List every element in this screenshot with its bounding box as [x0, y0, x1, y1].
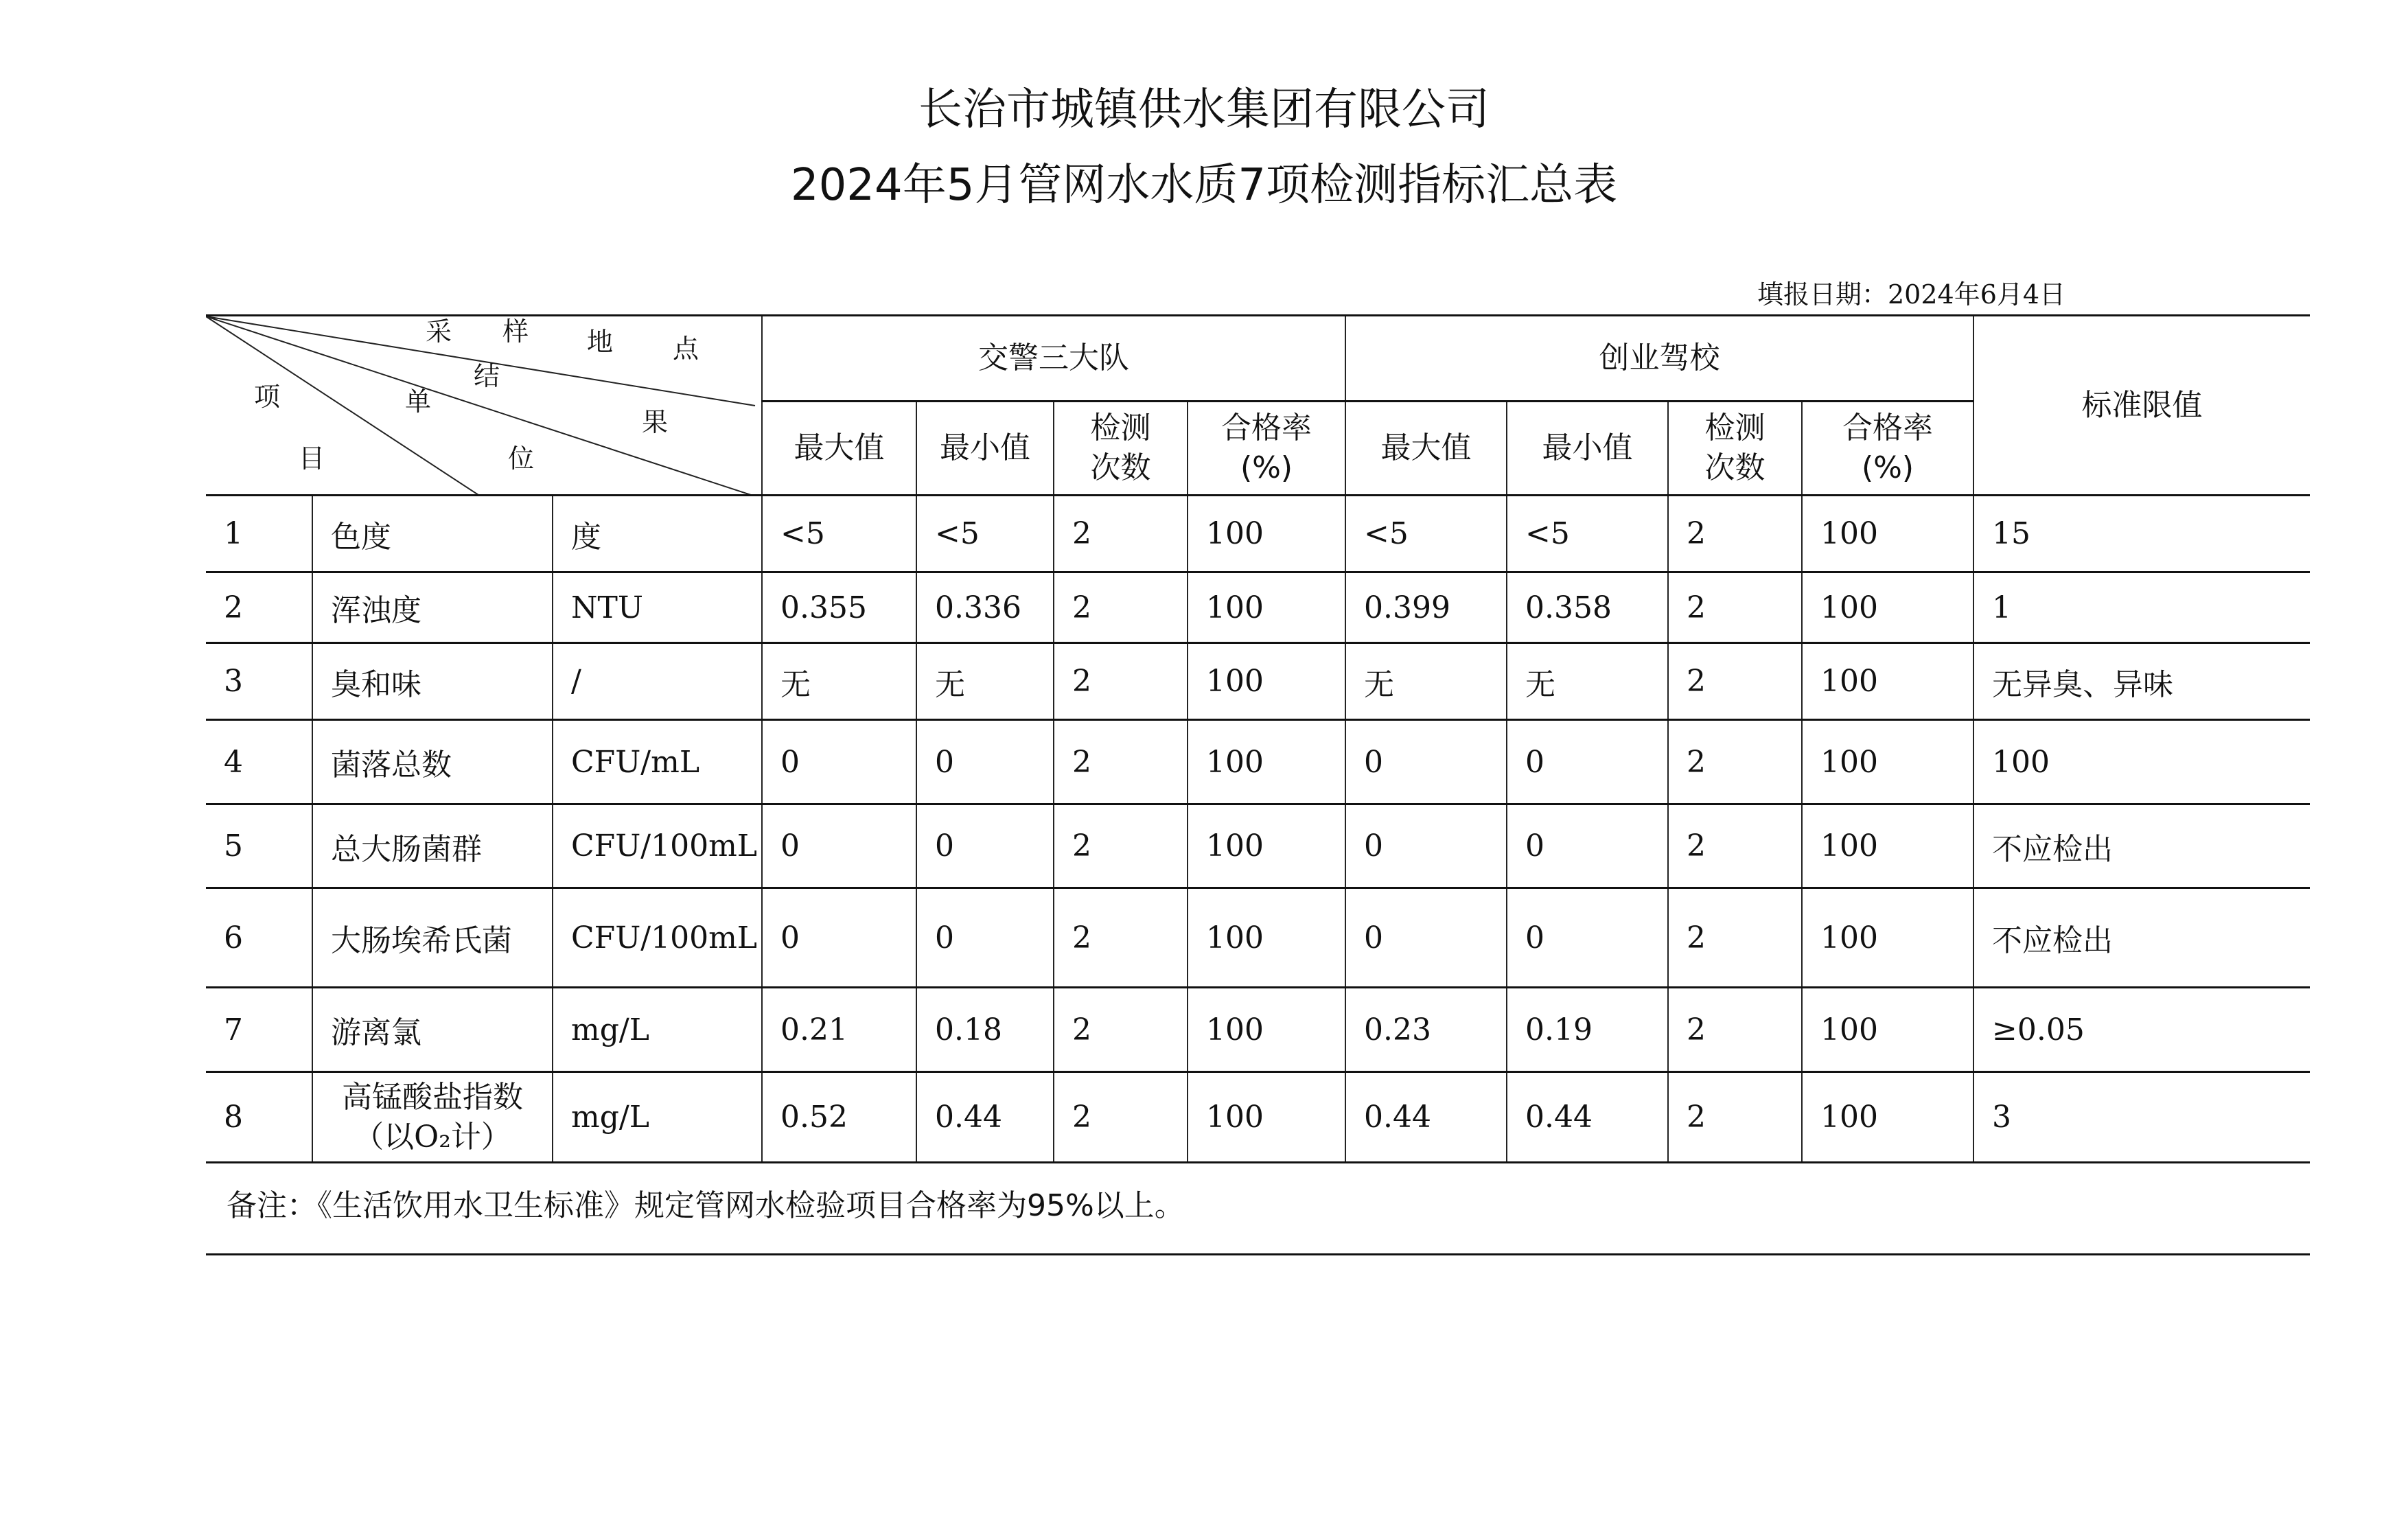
corner-label-jie: 结 [474, 361, 500, 391]
standard-limit-header: 标准限值 [1973, 316, 2310, 496]
col-header-count: 检测 次数 [1054, 402, 1188, 496]
site-a-pass-rate: 100 [1188, 804, 1345, 888]
site-b-count: 2 [1668, 572, 1802, 643]
item-name [312, 1072, 553, 1163]
site-a-min: 0 [916, 804, 1054, 888]
col-header-pass-rate: 合格率 (%) [1188, 402, 1345, 496]
site-a-min: 0.336 [916, 572, 1054, 643]
table-row [206, 643, 2310, 720]
standard-limit: 无异臭、异味 [1973, 643, 2310, 720]
standard-limit: 15 [1973, 496, 2310, 572]
site-a-pass-rate: 100 [1188, 643, 1345, 720]
report-title-line2: 2024年5月管网水水质7项检测指标汇总表 [790, 160, 1618, 211]
site-header-jiaojing: 交警三大队 [762, 316, 1345, 402]
unit: / [553, 643, 762, 720]
site-a-pass-rate: 100 [1188, 572, 1345, 643]
standard-limit: ≥0.05 [1973, 988, 2310, 1072]
table-row [206, 496, 2310, 572]
diagonal-header-cell [206, 316, 762, 496]
corner-label-cai: 采 [426, 316, 452, 347]
col-header-max: 最大值 [1345, 402, 1507, 496]
row-number: 3 [206, 643, 312, 720]
unit: mg/L [553, 1072, 762, 1163]
site-a-min: 无 [916, 643, 1054, 720]
standard-limit: 不应检出 [1973, 804, 2310, 888]
col-header-min: 最小值 [916, 402, 1054, 496]
unit: mg/L [553, 988, 762, 1072]
col-header-pass-rate: 合格率 (%) [1802, 402, 1973, 496]
site-a-max: 0.21 [762, 988, 916, 1072]
table-row [206, 888, 2310, 988]
table-row [206, 804, 2310, 888]
col-header-max: 最大值 [762, 402, 916, 496]
standard-limit: 不应检出 [1973, 888, 2310, 988]
site-b-min: 0.19 [1507, 988, 1668, 1072]
row-number: 1 [206, 496, 312, 572]
site-b-max: 无 [1345, 643, 1507, 720]
site-a-count: 2 [1054, 888, 1188, 988]
item-name: 色度 [312, 496, 553, 572]
corner-label-dan: 单 [405, 386, 432, 417]
site-a-max: 0 [762, 720, 916, 804]
site-a-max: 0.355 [762, 572, 916, 643]
col-header-min: 最小值 [1507, 402, 1668, 496]
site-a-pass-rate: 100 [1188, 720, 1345, 804]
site-b-pass-rate: 100 [1802, 804, 1973, 888]
table-row [206, 988, 2310, 1072]
site-a-count: 2 [1054, 720, 1188, 804]
site-b-min: 0 [1507, 804, 1668, 888]
corner-label-guo: 果 [642, 407, 669, 437]
site-b-count: 2 [1668, 643, 1802, 720]
site-b-pass-rate: 100 [1802, 643, 1973, 720]
corner-label-di: 地 [587, 327, 614, 357]
unit: 度 [553, 496, 762, 572]
standard-limit: 100 [1973, 720, 2310, 804]
site-a-count: 2 [1054, 988, 1188, 1072]
site-a-min: 0 [916, 720, 1054, 804]
site-b-max: 0 [1345, 888, 1507, 988]
col-header-count: 检测 次数 [1668, 402, 1802, 496]
site-a-pass-rate: 100 [1188, 1072, 1345, 1163]
corner-label-yang: 样 [502, 316, 529, 347]
row-number: 4 [206, 720, 312, 804]
item-name: 浑浊度 [312, 572, 553, 643]
report-title-line1: 长治市城镇供水集团有限公司 [918, 84, 1490, 135]
site-a-count: 2 [1054, 643, 1188, 720]
fill-date: 填报日期：2024年6月4日 [1757, 279, 2066, 310]
corner-label-dian: 点 [673, 334, 699, 364]
item-name: 菌落总数 [312, 720, 553, 804]
site-b-min: 0 [1507, 888, 1668, 988]
site-b-pass-rate: 100 [1802, 888, 1973, 988]
site-b-pass-rate: 100 [1802, 572, 1973, 643]
site-b-max: 0.23 [1345, 988, 1507, 1072]
item-name: 游离氯 [312, 988, 553, 1072]
site-b-pass-rate: 100 [1802, 1072, 1973, 1163]
site-b-pass-rate: 100 [1802, 720, 1973, 804]
row-number: 7 [206, 988, 312, 1072]
standard-limit: 1 [1973, 572, 2310, 643]
item-name: 臭和味 [312, 643, 553, 720]
site-b-count: 2 [1668, 1072, 1802, 1163]
site-b-min: 无 [1507, 643, 1668, 720]
site-a-min: <5 [916, 496, 1054, 572]
site-a-min: 0.18 [916, 988, 1054, 1072]
site-a-count: 2 [1054, 1072, 1188, 1163]
site-header-chuangye: 创业驾校 [1345, 316, 1973, 402]
item-name: 大肠埃希氏菌 [312, 888, 553, 988]
site-a-max: 0.52 [762, 1072, 916, 1163]
item-name-line2: （以O₂计） [354, 1119, 511, 1155]
site-b-count: 2 [1668, 804, 1802, 888]
remark-note: 备注：《生活饮用水卫生标准》规定管网水检验项目合格率为95%以上。 [227, 1188, 1185, 1223]
site-a-count: 2 [1054, 572, 1188, 643]
site-b-pass-rate: 100 [1802, 496, 1973, 572]
item-name-line1: 高锰酸盐指数 [342, 1079, 523, 1115]
site-b-count: 2 [1668, 888, 1802, 988]
site-a-min: 0 [916, 888, 1054, 988]
water-quality-table [206, 314, 2310, 1163]
corner-label-wei: 位 [508, 443, 535, 474]
site-a-max: <5 [762, 496, 916, 572]
site-a-max: 无 [762, 643, 916, 720]
unit: NTU [553, 572, 762, 643]
site-b-min: <5 [1507, 496, 1668, 572]
site-b-max: 0 [1345, 804, 1507, 888]
site-b-min: 0.358 [1507, 572, 1668, 643]
corner-label-mu: 目 [299, 443, 325, 474]
table-row [206, 720, 2310, 804]
row-number: 2 [206, 572, 312, 643]
corner-label-xiang: 项 [254, 382, 281, 412]
unit: CFU/100mL [553, 804, 762, 888]
site-a-pass-rate: 100 [1188, 988, 1345, 1072]
row-number: 8 [206, 1072, 312, 1163]
standard-limit: 3 [1973, 1072, 2310, 1163]
unit: CFU/mL [553, 720, 762, 804]
site-a-pass-rate: 100 [1188, 496, 1345, 572]
item-name: 总大肠菌群 [312, 804, 553, 888]
site-b-min: 0.44 [1507, 1072, 1668, 1163]
row-number: 5 [206, 804, 312, 888]
site-b-count: 2 [1668, 720, 1802, 804]
site-b-max: 0 [1345, 720, 1507, 804]
site-b-max: <5 [1345, 496, 1507, 572]
site-b-min: 0 [1507, 720, 1668, 804]
site-b-pass-rate: 100 [1802, 988, 1973, 1072]
site-a-max: 0 [762, 888, 916, 988]
site-b-max: 0.44 [1345, 1072, 1507, 1163]
site-a-count: 2 [1054, 804, 1188, 888]
site-a-max: 0 [762, 804, 916, 888]
site-a-pass-rate: 100 [1188, 888, 1345, 988]
site-a-min: 0.44 [916, 1072, 1054, 1163]
table-row [206, 1072, 2310, 1163]
unit: CFU/100mL [553, 888, 762, 988]
table-row [206, 572, 2310, 643]
site-b-count: 2 [1668, 988, 1802, 1072]
site-a-count: 2 [1054, 496, 1188, 572]
site-b-count: 2 [1668, 496, 1802, 572]
row-number: 6 [206, 888, 312, 988]
site-b-max: 0.399 [1345, 572, 1507, 643]
bottom-divider [206, 1253, 2310, 1255]
